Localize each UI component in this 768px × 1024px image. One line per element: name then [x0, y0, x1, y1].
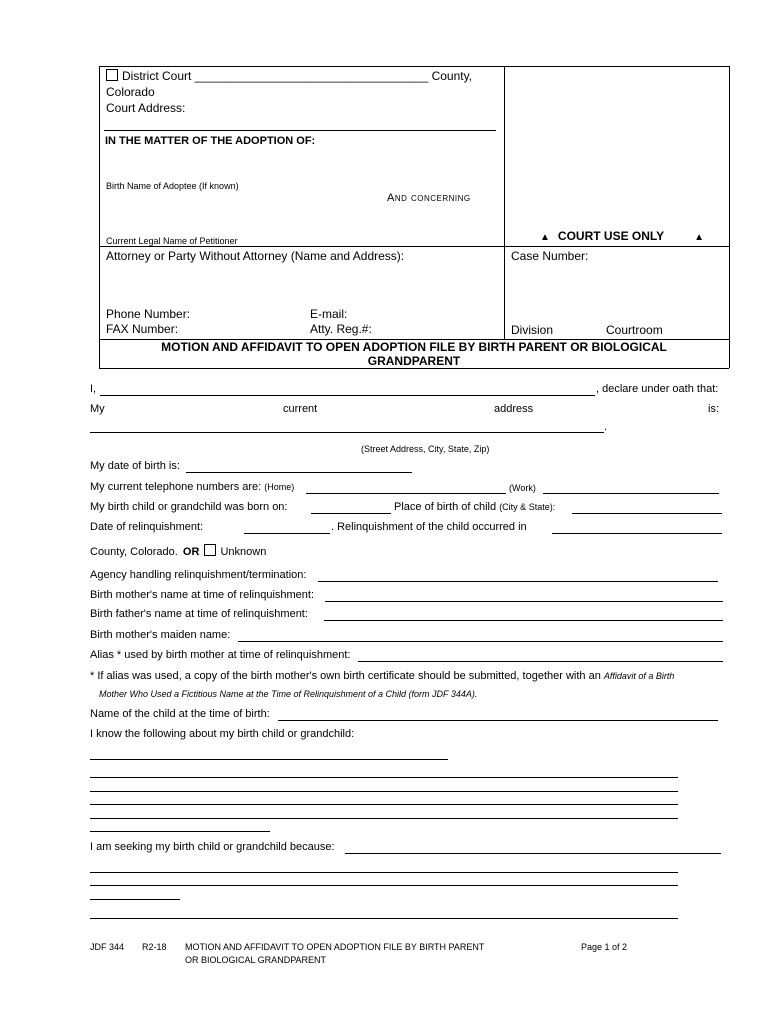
mother-name-label: Birth mother's name at time of relinquishment:	[90, 589, 315, 601]
unknown-label: Unknown	[220, 546, 267, 558]
father-name-label: Birth father's name at time of relinquishment:	[90, 608, 308, 620]
footer-title-line2: OR BIOLOGICAL GRANDPARENT	[185, 955, 327, 965]
address-label: address	[494, 403, 534, 415]
form-title-line2: GRANDPARENT	[367, 354, 461, 368]
my-label: My	[90, 403, 105, 415]
is-label: is:	[708, 403, 719, 415]
district-court-checkbox[interactable]	[106, 69, 118, 81]
agency-label: Agency handling relinquishment/termination:	[90, 569, 307, 581]
court-address-label: Court Address:	[106, 101, 186, 115]
home-label: (Home)	[264, 482, 295, 492]
declarant-name-field[interactable]	[100, 395, 595, 396]
current-name-label: Current Legal Name of Petitioner	[106, 236, 238, 246]
seeking-field-first-line[interactable]	[345, 853, 721, 854]
address-field[interactable]	[90, 432, 604, 433]
child-name-field[interactable]	[278, 720, 718, 721]
current-label: current	[283, 403, 318, 415]
case-number-label: Case Number:	[511, 249, 589, 263]
phones-label	[90, 481, 294, 493]
place-of-birth-label	[394, 501, 555, 513]
county-colorado-label	[90, 544, 266, 558]
phone-label: Phone Number:	[106, 307, 191, 321]
alias-label: Alias * used by birth mother at time of relinquishment:	[90, 649, 351, 661]
footer-title-line1: MOTION AND AFFIDAVIT TO OPEN ADOPTION FILE BY BIRTH PARENT	[185, 942, 485, 952]
relinq-occurred-label: . Relinquishment of the child occurred in	[331, 521, 527, 533]
dob-field[interactable]	[186, 472, 412, 473]
born-on-field[interactable]	[311, 513, 391, 514]
alias-note-form-continued: Mother Who Used a Fictitious Name at the Time of Relinquishment of a Child (form JDF 344A).	[99, 689, 478, 699]
relinq-date-field[interactable]	[244, 533, 330, 534]
birth-name-label: Birth Name of Adoptee (If known)	[106, 181, 239, 191]
father-name-field[interactable]	[324, 620, 723, 621]
or-label: OR	[182, 546, 200, 558]
street-hint: (Street Address, City, State, Zip)	[361, 444, 490, 454]
place-of-birth-field[interactable]	[572, 513, 722, 514]
footer-form-id: JDF 344	[90, 942, 125, 952]
work-label: (Work)	[509, 483, 536, 493]
home-phone-field[interactable]	[306, 493, 506, 494]
relinq-county-field[interactable]	[552, 533, 722, 534]
colorado-label: Colorado	[106, 85, 155, 99]
child-name-label: Name of the child at the time of birth:	[90, 708, 270, 720]
atty-reg-label: Atty. Reg.#:	[310, 322, 372, 336]
phones-text: My current telephone numbers are:	[90, 481, 262, 493]
place-of-birth-text: Place of birth of child	[394, 501, 497, 513]
footer-revision: R2-18	[142, 942, 167, 952]
arrow-up-icon: ▲	[540, 232, 550, 243]
maiden-name-label: Birth mother's maiden name:	[90, 629, 231, 641]
and-concerning-label: And concerning	[387, 192, 471, 204]
district-court-line	[106, 69, 472, 83]
court-use-only-label: COURT USE ONLY	[557, 229, 665, 243]
born-on-label: My birth child or grandchild was born on:	[90, 501, 288, 513]
declare-prefix: I,	[90, 383, 97, 395]
dob-label: My date of birth is:	[90, 460, 180, 472]
relinq-date-label: Date of relinquishment:	[90, 521, 204, 533]
know-following-label: I know the following about my birth child or grandchild:	[90, 728, 355, 740]
attorney-label: Attorney or Party Without Attorney (Name and Address):	[106, 249, 405, 263]
unknown-checkbox[interactable]	[204, 544, 216, 556]
form-title-line1: MOTION AND AFFIDAVIT TO OPEN ADOPTION FILE BY BIRTH PARENT OR BIOLOGICAL	[161, 340, 667, 354]
matter-heading: IN THE MATTER OF THE ADOPTION OF:	[105, 135, 316, 147]
city-state-label: (City & State):	[499, 502, 556, 512]
division-label: Division	[511, 323, 554, 337]
declare-suffix: , declare under oath that:	[596, 383, 719, 395]
mother-name-field[interactable]	[325, 601, 723, 602]
agency-field[interactable]	[318, 581, 718, 582]
alias-note-form-title: Affidavit of a Birth	[603, 671, 675, 681]
court-line-text: District Court ___________________________________ County,	[122, 69, 473, 83]
work-phone-field[interactable]	[543, 493, 719, 494]
arrow-up-icon: ▲	[694, 232, 705, 243]
seeking-label: I am seeking my birth child or grandchild because:	[90, 841, 335, 853]
alias-note	[90, 670, 674, 682]
alias-field[interactable]	[358, 661, 723, 662]
address-period: .	[604, 421, 608, 433]
court-use-only	[540, 229, 704, 243]
fax-label: FAX Number:	[106, 322, 179, 336]
alias-note-text: * If alias was used, a copy of the birth mother's own birth certificate should be submitted, together with an	[90, 670, 601, 682]
county-colorado-text: County, Colorado.	[90, 546, 178, 558]
courtroom-label: Courtroom	[606, 323, 663, 337]
email-label: E-mail:	[310, 307, 348, 321]
footer-page-number: Page 1 of 2	[581, 942, 628, 952]
maiden-name-field[interactable]	[238, 641, 723, 642]
